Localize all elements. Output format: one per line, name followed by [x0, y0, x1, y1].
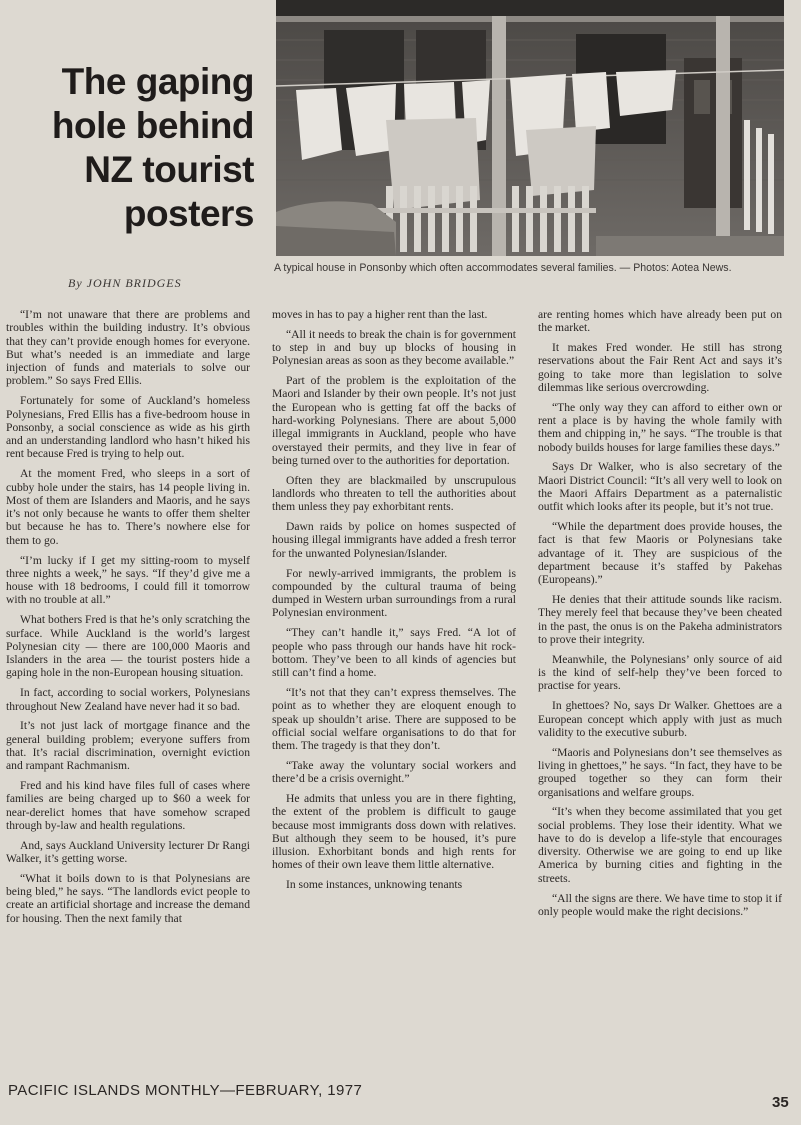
- paragraph: In ghettoes? No, says Dr Walker. Ghettoes are a European concept which apply with just as much validity to the executive suburb.: [538, 699, 782, 739]
- paragraph: It’s not just lack of mortgage finance and the general building problem; everyone suffers from that. It’s racial discrimination, overnight eviction and rampant Rachmanism.: [6, 719, 250, 773]
- article-column-1: [6, 308, 250, 1068]
- paragraph: Part of the problem is the exploitation of the Maori and Islander by their own people. It’s not just the European who is getting fat off the backs of hard-working Polynesians. There are about 5,000 illegal immigrants in Auckland, people who have overstayed their permits, and they live in fear of being turned over to the authorities for deportation.: [272, 374, 516, 467]
- paragraph: “Maoris and Polynesians don’t see themselves as living in ghettoes,” he says. “In fact, they have to be grouped together so they can form their organisations and welfare groups.: [538, 745, 782, 799]
- house-photo: [276, 0, 784, 256]
- paragraph: moves in has to pay a higher rent than the last.: [272, 308, 488, 321]
- paragraph: “All it needs to break the chain is for government to step in and buy up blocks of housing in Polynesian areas as soon as they become available.”: [272, 327, 516, 368]
- paragraph: “While the department does provide houses, the fact is that few Maoris or Polynesians take advantage of it. They are suspicious of the department because it’s staffed by Pakehas (Europeans).”: [538, 520, 782, 587]
- paragraph: “It’s not that they can’t express themselves. The point as to whether they are eloquent enough to speak up shouldn’t arise. There are supposed to be official social welfare organisations to do that for them. The tragedy is that they don’t.: [272, 685, 516, 753]
- paragraph: What bothers Fred is that he’s only scratching the surface. While Auckland is the world’s largest Polynesian city — there are 100,000 Maoris and Islanders in the area — the tourist posters hide a gaping hole in the non-European housing situation.: [6, 613, 250, 680]
- headline-line: The gaping: [61, 61, 254, 102]
- paragraph: Meanwhile, the Polynesians’ only source of aid is the kind of self-help they’ve been forced to practise for years.: [538, 652, 782, 693]
- article-headline: [14, 60, 254, 236]
- paragraph: Fortunately for some of Auckland’s homeless Polynesians, Fred Ellis has a five-bedroom house in Ponsonby, a social conscience as wide as his girth and an understanding landlord who hasn’t hiked his rent because Fred is trying to help out.: [6, 394, 250, 461]
- paragraph: “All the signs are there. We have time to stop it if only people would make the right decisions.”: [538, 891, 782, 918]
- photo-caption: A typical house in Ponsonby which often accommodates several families. — Photos: Aotea News.: [274, 262, 732, 274]
- paragraph: Dawn raids by police on homes suspected of housing illegal immigrants have added a fresh terror for the unwanted Polynesian/Islander.: [272, 520, 516, 560]
- paragraph: “The only way they can afford to either own or rent a place is by having the whole family with them and chipping in,” he says. “The trouble is that nobody builds houses for large families these days.”: [538, 400, 782, 454]
- paragraph: “I’m lucky if I get my sitting-room to myself three nights a week,” he says. “If they’d give me a house with 18 bedrooms, I could fill it tomorrow with no trouble at all.”: [6, 553, 250, 607]
- paragraph: Says Dr Walker, who is also secretary of the Maori District Council: “It’s all very well to look on the Maori Affairs Department as a paternalistic outfit which looks after its people, but it’s not true.: [538, 460, 782, 514]
- paragraph: In fact, according to social workers, Polynesians throughout New Zealand have never had it so bad.: [6, 686, 250, 713]
- article-column-2: [272, 308, 516, 1068]
- headline-line: posters: [123, 193, 254, 234]
- paragraph: He denies that their attitude sounds like racism. They merely feel that because they’ve been cheated in the past, the onus is on the Pakeha administrators to prove their integrity.: [538, 593, 782, 647]
- paragraph: He admits that unless you are in there fighting, the extent of the problem is difficult to gauge because most immigrants doss down with relatives. But although they seem to be housed, it’s pure illusion. Exhorbitant bonds and high rents for homes of their own leave them little alternative.: [272, 792, 516, 872]
- paragraph: “They can’t handle it,” says Fred. “A lot of people who pass through our hands have hit rock-bottom. They’ve been to all kinds of agencies but still can’t find a home.: [272, 626, 516, 680]
- byline: By JOHN BRIDGES: [68, 276, 182, 290]
- paragraph: Fred and his kind have files full of cases where families are being charged up to $60 a week for near-derelict homes that have somehow scraped through by-law and health regulations.: [6, 779, 250, 832]
- paragraph: “What it boils down to is that Polynesians are being bled,” he says. “The landlords evict people to create an artificial shortage and increase the demand for housing. Then the next family that: [6, 871, 250, 925]
- page-number: 35: [772, 1094, 789, 1111]
- article-column-3: [538, 308, 782, 1068]
- paragraph: For newly-arrived immigrants, the problem is compounded by the cultural trauma of being dumped in Western urban surroundings from a rural Polynesian environment.: [272, 566, 516, 620]
- house-photo-image: [276, 0, 784, 256]
- paragraph: And, says Auckland University lecturer Dr Rangi Walker, it’s getting worse.: [6, 838, 250, 865]
- paragraph: “It’s when they become assimilated that you get social problems. They lose their identity. What we have to do is develop a life-style that encourages diversity. Otherwise we are going to end up like America by burning cities and fighting in the streets.: [538, 805, 782, 885]
- paragraph: It makes Fred wonder. He still has strong reservations about the Fair Rent Act and says it’s going to take more than legislation to solve dilemmas like serious overcrowding.: [538, 341, 782, 394]
- paragraph: “I’m not unaware that there are problems and troubles within the building industry. It’s obvious that they can’t provide enough homes for everyone. But what’s needed is an immediate and large injection of funds and materials to solve our problem.” So says Fred Ellis.: [6, 308, 250, 388]
- publication-footer: PACIFIC ISLANDS MONTHLY—FEBRUARY, 1977: [8, 1082, 363, 1099]
- paragraph: In some instances, unknowing tenants: [286, 878, 463, 892]
- paragraph: At the moment Fred, who sleeps in a sort of cubby hole under the stairs, has 14 people living in. Most of them are Islanders and Maoris, and he says it’s not only because he wants to offer them shelter but because he has to. There’s nowhere else for them to go.: [6, 467, 250, 547]
- paragraph: “Take away the voluntary social workers and there’d be a crisis overnight.”: [272, 758, 516, 786]
- headline-line: NZ tourist: [84, 149, 254, 190]
- paragraph: Often they are blackmailed by unscrupulous landlords who threaten to tell the authorities about them unless they pay exhorbitant rents.: [272, 473, 516, 514]
- paragraph: are renting homes which have already been put on the market.: [538, 308, 782, 335]
- headline-line: hole behind: [51, 105, 254, 146]
